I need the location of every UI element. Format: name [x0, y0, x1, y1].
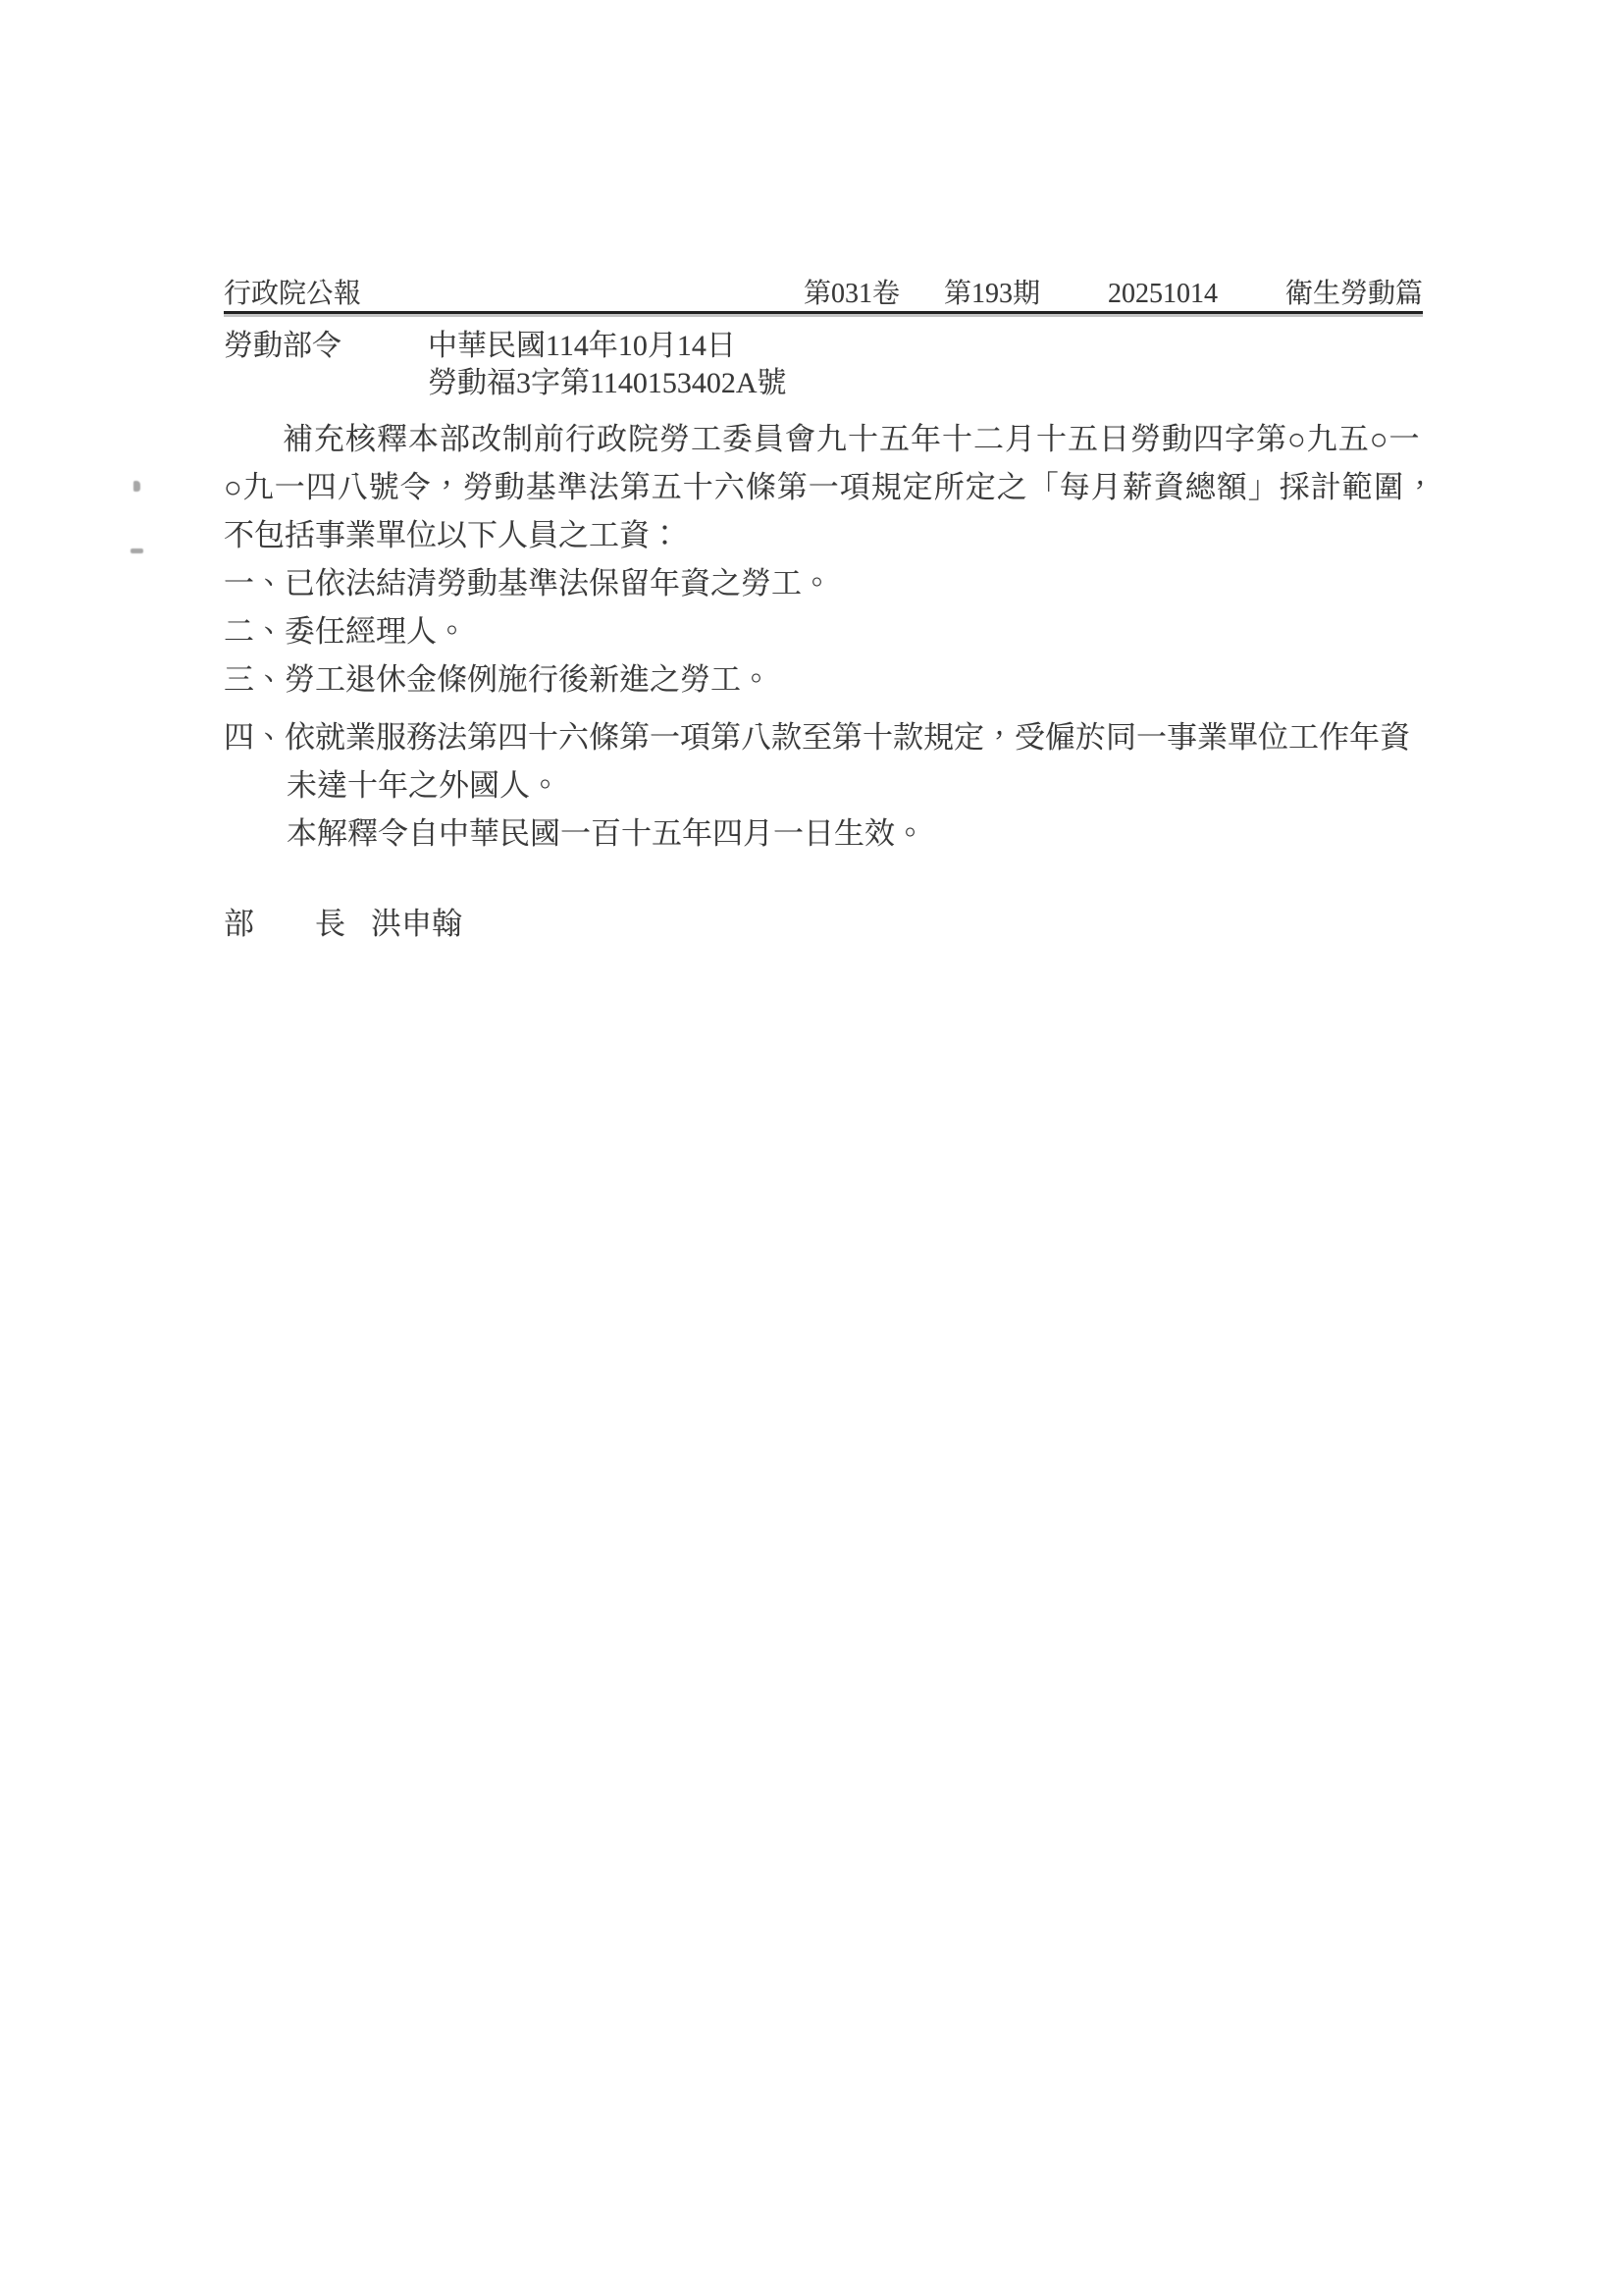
agency-label: 勞動部令: [224, 330, 341, 362]
header-date: 20251014: [1107, 279, 1218, 309]
order-date: 中華民國114年10月14日: [428, 330, 736, 362]
numbered-list: [224, 559, 1423, 809]
gazette-title: 行政院公報: [224, 279, 362, 309]
order-reference-number: 勞動福3字第1140153402A號: [428, 367, 787, 399]
item-number: 四、: [224, 720, 285, 755]
gazette-header: [224, 278, 1423, 309]
minister-title-part2: 長: [315, 907, 345, 941]
item-text: 已依法結清勞動基準法保留年資之勞工。: [285, 566, 832, 600]
item-text: 依就業服務法第四十六條第一項第八款至第十款規定，受僱於同一事業單位工作年資: [285, 720, 1410, 755]
paragraph-line: 不包括事業單位以下人員之工資：: [224, 518, 680, 552]
order-meta: [428, 328, 787, 402]
page-content: [224, 278, 1437, 942]
header-rule: [224, 311, 1423, 314]
minister-title-part1: 部: [224, 907, 254, 941]
item-number: 一、: [224, 566, 285, 600]
list-item-1: [224, 559, 1423, 607]
paragraph-line: 補充核釋本部改制前行政院勞工委員會九十五年十二月十五日勞動四字第○九五○一: [283, 422, 1421, 456]
item-number: 二、: [224, 614, 285, 649]
scan-artifact: [131, 548, 143, 553]
order-body: [224, 415, 1437, 858]
paragraph-line: ○九一四八號令，勞動基準法第五十六條第一項規定所定之「每月薪資總額」採計範圍，: [224, 470, 1437, 504]
minister-signature: [224, 907, 1423, 942]
list-item-2: [224, 607, 1423, 655]
item-text: 委任經理人。: [285, 614, 467, 649]
item-continuation: 未達十年之外國人。: [287, 768, 560, 803]
effective-date-line: 本解釋令自中華民國一百十五年四月一日生效。: [287, 816, 925, 851]
main-paragraph: [224, 415, 1437, 559]
scan-artifact: [133, 481, 140, 492]
header-volume: 第031卷: [803, 279, 900, 309]
gazette-header-meta: [804, 280, 1423, 309]
minister-name: 洪申翰: [371, 907, 462, 941]
header-issue: 第193期: [943, 279, 1040, 309]
list-item-3: [224, 655, 1423, 704]
item-text: 勞工退休金條例施行後新進之勞工。: [285, 662, 771, 697]
list-item-4: [224, 713, 1423, 809]
header-section: 衛生勞動篇: [1284, 279, 1423, 309]
order-heading: [224, 328, 1423, 402]
item-number: 三、: [224, 662, 285, 697]
